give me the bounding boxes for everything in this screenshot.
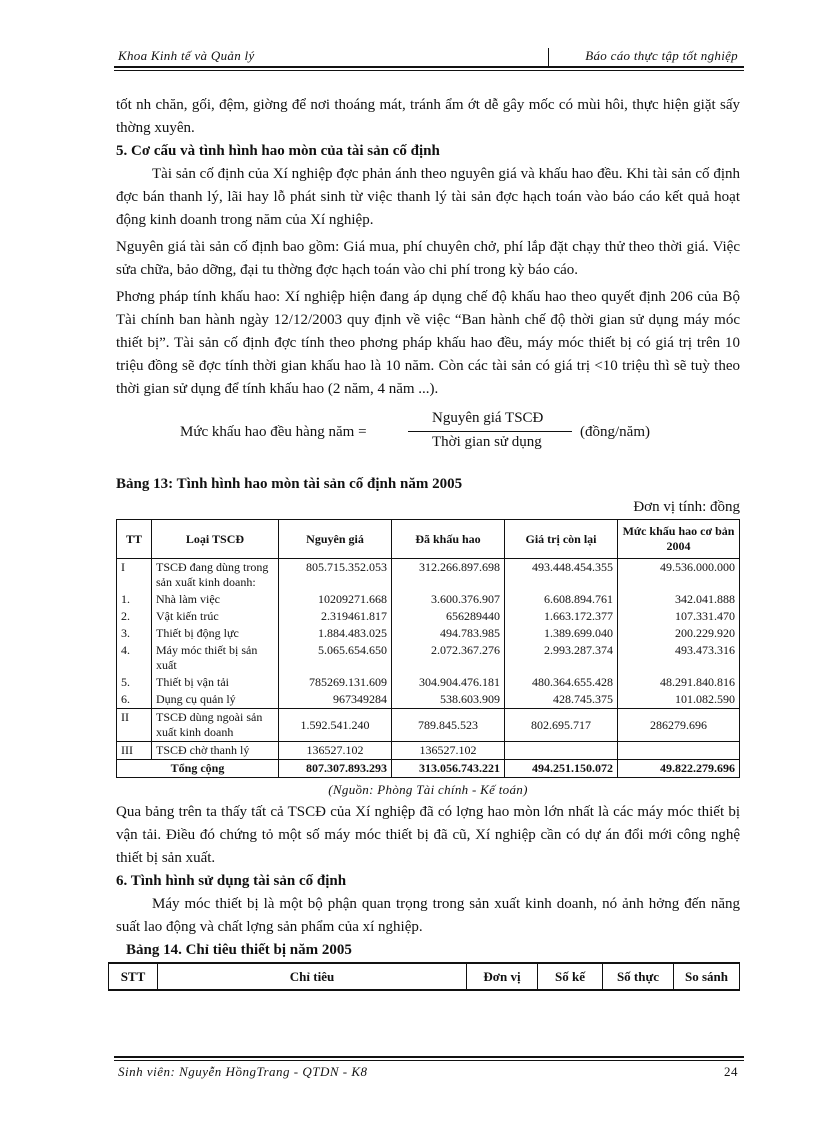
cell: 656289440	[392, 608, 505, 625]
footer-rule	[114, 1056, 744, 1058]
cell: 2.319461.817	[279, 608, 392, 625]
paragraph-original-cost: Nguyên giá tài sản cố định bao gồm: Giá mua, phí chuyên chở, phí lắp đặt chạy thử theo thời giá. Việc sửa chữa, bảo dỡng, đại tu thờng đợc hạch toán vào chi phí trong kỳ báo cáo.	[116, 239, 740, 278]
paragraph-depreciation-method: Phơng pháp tính khấu hao: Xí nghiệp hiện đang áp dụng chế độ khấu hao theo quyết định 206 của Bộ Tài chính ban hành ngày 12/12/2003 quy định về việc “Ban hành chế độ thời gian sử dụng máy móc thiết bị”. Tài sản cố định đợc tính theo phơng pháp khấu hao đều, máy móc thiết bị có giá trị trên 10 triệu đồng sẽ đợc tính thời gian khấu hao là 10 năm. Còn các tài sản có giá trị <10 triệu thì sẽ tuỳ theo thời gian sử dụng để tính khấu hao (2 năm, 4 năm ...).	[116, 289, 740, 397]
section-heading-5: 5. Cơ cấu và tình hình hao mòn của tài sản cố định	[116, 143, 440, 159]
page-header	[118, 46, 740, 66]
footer-student: Sinh viên: Nguyễn HồngTrang - QTDN - K8	[118, 1064, 368, 1079]
header-faculty: Khoa Kinh tế và Quản lý	[118, 48, 255, 63]
col-header-original-cost: Nguyên giá	[279, 520, 392, 559]
cell: 2.	[117, 608, 152, 625]
cell: 1.884.483.025	[279, 625, 392, 642]
col-header-depreciated: Đã khấu hao	[392, 520, 505, 559]
cell: 785269.131.609	[279, 674, 392, 691]
table-row	[117, 674, 740, 691]
cell: 538.603.909	[392, 691, 505, 709]
table-row	[117, 591, 740, 608]
cell: 5.	[117, 674, 152, 691]
cell: Vật kiến trúc	[152, 608, 279, 625]
cell: 3.600.376.907	[392, 591, 505, 608]
table-row	[117, 559, 740, 592]
formula-numerator: Nguyên giá TSCĐ	[432, 410, 544, 426]
cell: 789.845.523	[392, 709, 505, 742]
col-header-tt: TT	[117, 520, 152, 559]
total-remaining: 494.251.150.072	[505, 760, 618, 778]
paragraph-analysis: Qua bảng trên ta thấy tất cả TSCĐ của Xí nghiệp đã có lợng hao mòn lớn nhất là các máy móc thiết bị vận tải. Điều đó chứng tỏ một số máy móc thiết bị đã cũ, Xí nghiệp cần có dự án đổi mới công nghệ thiết bị sản xuất.	[116, 804, 740, 866]
table-row	[117, 709, 740, 742]
paragraph-storage: tốt nh chăn, gối, đệm, giờng để nơi thoáng mát, tránh ẩm ớt dễ gây mốc có mùi hôi, thực hiện giặt sấy thờng xuyên.	[116, 97, 740, 136]
col-header-asset-type: Loại TSCĐ	[152, 520, 279, 559]
cell: 304.904.476.181	[392, 674, 505, 691]
cell: 493.473.316	[618, 642, 740, 674]
equipment-indicator-table	[108, 962, 740, 991]
cell: 1.592.541.240	[279, 709, 392, 742]
table-source: (Nguồn: Phòng Tài chính - Kế toán)	[328, 782, 528, 797]
cell: 2.993.287.374	[505, 642, 618, 674]
cell: 802.695.717	[505, 709, 618, 742]
formula-denominator: Thời gian sử dụng	[432, 434, 542, 450]
cell: 312.266.897.698	[392, 559, 505, 592]
paragraph-asset-valuation: Tài sản cố định của Xí nghiệp đợc phản ánh theo nguyên giá và khấu hao đều. Khi tài sản cố định đợc bán thanh lý, lãi hay lỗ phát sinh từ việc thanh lý tài sản đợc hạch toán vào báo cáo kết quả hoạt động kinh doanh trong năm của Xí nghiệp.	[116, 166, 740, 228]
cell: Thiết bị vận tải	[152, 674, 279, 691]
cell: 967349284	[279, 691, 392, 709]
table-row	[117, 608, 740, 625]
table-row	[117, 625, 740, 642]
page-footer	[118, 1062, 740, 1082]
cell: 49.536.000.000	[618, 559, 740, 592]
header-rule	[114, 66, 744, 68]
cell: Thiết bị động lực	[152, 625, 279, 642]
table-total-row	[117, 760, 740, 778]
cell: 286279.696	[618, 709, 740, 742]
total-base-depreciation: 49.822.279.696	[618, 760, 740, 778]
page-content	[116, 94, 740, 991]
cell: 428.745.375	[505, 691, 618, 709]
cell: 136527.102	[279, 742, 392, 760]
cell: 136527.102	[392, 742, 505, 760]
cell: II	[117, 709, 152, 742]
cell: 1.663.172.377	[505, 608, 618, 625]
cell: III	[117, 742, 152, 760]
table-13-title: Bảng 13: Tình hình hao mòn tài sản cố định năm 2005	[116, 476, 463, 492]
cell: 342.041.888	[618, 591, 740, 608]
total-original-cost: 807.307.893.293	[279, 760, 392, 778]
cell	[505, 742, 618, 760]
cell: 1.389.699.040	[505, 625, 618, 642]
depreciation-formula	[116, 407, 740, 459]
paragraph-equipment: Máy móc thiết bị là một bộ phận quan trọng trong sản xuất kinh doanh, nó ảnh hởng đến năng suất lao động và chất lợng sản phẩm của xí nghiệp.	[116, 896, 740, 935]
cell: 10209271.668	[279, 591, 392, 608]
cell: 1.	[117, 591, 152, 608]
cell: 48.291.840.816	[618, 674, 740, 691]
formula-label: Mức khấu hao đều hàng năm =	[180, 424, 367, 440]
cell: 3.	[117, 625, 152, 642]
cell: 6.	[117, 691, 152, 709]
footer-rule-thin	[114, 1060, 744, 1061]
table-row	[117, 742, 740, 760]
table-row	[117, 642, 740, 674]
cell: 805.715.352.053	[279, 559, 392, 592]
col-header-planned: Số kế	[538, 963, 603, 990]
table-14-title: Bảng 14. Chỉ tiêu thiết bị năm 2005	[126, 942, 352, 958]
cell: 480.364.655.428	[505, 674, 618, 691]
cell: 2.072.367.276	[392, 642, 505, 674]
table-13-unit: Đơn vị tính: đồng	[633, 499, 740, 515]
cell: Dụng cụ quản lý	[152, 691, 279, 709]
table-row	[117, 691, 740, 709]
cell: TSCĐ chờ thanh lý	[152, 742, 279, 760]
cell: 101.082.590	[618, 691, 740, 709]
cell: 107.331.470	[618, 608, 740, 625]
cell: 5.065.654.650	[279, 642, 392, 674]
cell	[618, 742, 740, 760]
cell: 4.	[117, 642, 152, 674]
cell: 494.783.985	[392, 625, 505, 642]
cell: I	[117, 559, 152, 592]
col-header-comparison: So sánh	[674, 963, 740, 990]
page-number: 24	[724, 1064, 738, 1079]
total-depreciated: 313.056.743.221	[392, 760, 505, 778]
cell: Máy móc thiết bị sản xuất	[152, 642, 279, 674]
table-header-row	[109, 963, 740, 990]
cell: TSCĐ dùng ngoài sản xuất kinh doanh	[152, 709, 279, 742]
cell: TSCĐ đang dùng trong sản xuất kinh doanh:	[152, 559, 279, 592]
section-heading-6: 6. Tình hình sử dụng tài sản cố định	[116, 873, 347, 889]
table-header-row	[117, 520, 740, 559]
col-header-stt: STT	[109, 963, 158, 990]
cell: Nhà làm việc	[152, 591, 279, 608]
header-divider	[548, 48, 549, 66]
formula-unit: (đồng/năm)	[580, 424, 650, 440]
cell: 6.608.894.761	[505, 591, 618, 608]
cell: 200.229.920	[618, 625, 740, 642]
header-rule-thin	[114, 70, 744, 71]
depreciation-table	[116, 519, 740, 778]
col-header-base-depreciation: Mức khấu hao cơ bản 2004	[618, 520, 740, 559]
col-header-actual: Số thực	[603, 963, 674, 990]
total-label: Tổng cộng	[117, 760, 279, 778]
col-header-unit: Đơn vị	[467, 963, 538, 990]
header-report-title: Báo cáo thực tập tốt nghiệp	[585, 48, 738, 63]
col-header-indicator: Chỉ tiêu	[158, 963, 467, 990]
col-header-remaining-value: Giá trị còn lại	[505, 520, 618, 559]
cell: 493.448.454.355	[505, 559, 618, 592]
